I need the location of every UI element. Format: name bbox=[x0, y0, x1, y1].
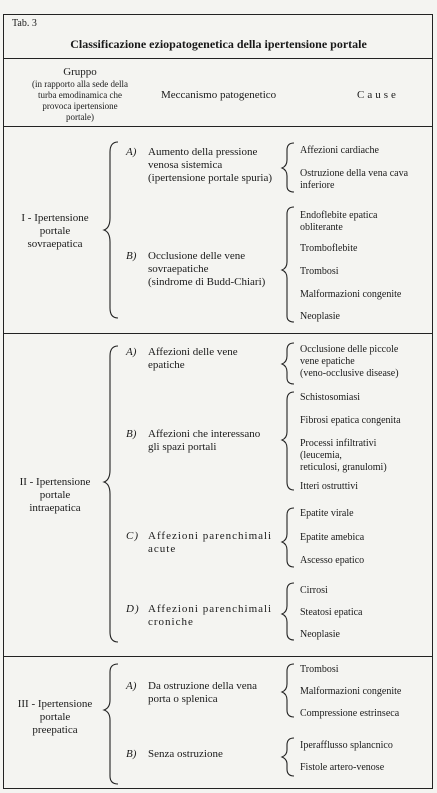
cause-item: Itteri ostruttivi bbox=[300, 481, 359, 492]
brace bbox=[104, 142, 118, 318]
cause-item: inferiore bbox=[300, 180, 335, 191]
cause-item: obliterante bbox=[300, 222, 343, 233]
group-label-line: II - Ipertensione bbox=[19, 476, 91, 488]
mechanism-letter: A) bbox=[126, 680, 137, 692]
cause-item: Cirrosi bbox=[300, 585, 328, 596]
mechanism-letter: A) bbox=[126, 146, 137, 158]
cause-item: Epatite amebica bbox=[300, 532, 365, 543]
header-meccanismo: Meccanismo patogenetico bbox=[161, 89, 277, 101]
header-gruppo-note-1: (in rapporto alla sede della bbox=[32, 79, 128, 89]
cause-item: Fibrosi epatica congenita bbox=[300, 415, 401, 426]
group-label-line: portale bbox=[39, 711, 71, 723]
cause-item: vene epatiche bbox=[300, 356, 355, 367]
mechanism-text: Senza ostruzione bbox=[148, 748, 223, 760]
header-cause: Cause bbox=[357, 89, 399, 101]
mechanism-text: (sindrome di Budd-Chiari) bbox=[148, 276, 266, 288]
brace bbox=[282, 207, 294, 322]
mechanism-text: sovraepatiche bbox=[148, 263, 209, 275]
cause-item: Affezioni cardiache bbox=[300, 145, 379, 156]
cause-item: (veno-occlusive disease) bbox=[300, 368, 399, 379]
mechanism-text: Affezioni parenchimali bbox=[148, 530, 273, 542]
mechanism-text: venosa sistemica bbox=[148, 159, 223, 171]
brace bbox=[282, 143, 294, 192]
mechanism-text: (ipertensione portale spuria) bbox=[148, 172, 273, 184]
cause-item: Occlusione delle piccole bbox=[300, 344, 399, 355]
brace bbox=[282, 343, 294, 384]
mechanism-letter: A) bbox=[126, 346, 137, 358]
cause-item: Endoflebite epatica bbox=[300, 210, 378, 221]
mechanism-letter: B) bbox=[126, 428, 137, 440]
mechanism-text: Affezioni parenchimali bbox=[148, 603, 273, 615]
mechanism-text: Affezioni che interessano bbox=[148, 428, 261, 440]
header-gruppo: Gruppo bbox=[63, 66, 97, 78]
mechanism-letter: D) bbox=[126, 603, 140, 615]
page-title: Classificazione eziopatogenetica della ipertensione portale bbox=[70, 37, 367, 51]
group-label-line: intraepatica bbox=[29, 502, 81, 514]
mechanism-text: epatiche bbox=[148, 359, 185, 371]
mechanism-text: Da ostruzione della vena bbox=[148, 680, 258, 692]
cause-item: Trombosi bbox=[300, 266, 339, 277]
group-label-line: I - Ipertensione bbox=[21, 212, 89, 224]
brace bbox=[282, 738, 294, 776]
cause-item: Schistosomiasi bbox=[300, 392, 361, 403]
cause-item: Fistole artero-venose bbox=[300, 762, 385, 773]
table-label: Tab. 3 bbox=[12, 18, 37, 29]
cause-item: (leucemia, bbox=[300, 450, 342, 461]
mechanism-text: acute bbox=[148, 543, 177, 555]
cause-item: reticulosi, granulomi) bbox=[300, 462, 387, 473]
brace bbox=[104, 664, 118, 784]
mechanism-text: Affezioni delle vene bbox=[148, 346, 238, 358]
cause-item: Ostruzione della vena cava bbox=[300, 168, 409, 179]
brace bbox=[282, 664, 294, 717]
group-label-line: portale bbox=[39, 225, 71, 237]
group-label-line: portale bbox=[39, 489, 71, 501]
cause-item: Tromboflebite bbox=[300, 243, 358, 254]
cause-item: Trombosi bbox=[300, 664, 339, 675]
mechanism-text: Occlusione delle vene bbox=[148, 250, 246, 262]
cause-item: Ascesso epatico bbox=[300, 555, 365, 566]
cause-item: Malformazioni congenite bbox=[300, 686, 402, 697]
mechanism-text: gli spazi portali bbox=[148, 441, 217, 453]
cause-item: Compressione estrinseca bbox=[300, 708, 400, 719]
mechanism-letter: B) bbox=[126, 748, 137, 760]
cause-item: Epatite virale bbox=[300, 508, 354, 519]
cause-item: Neoplasie bbox=[300, 311, 340, 322]
group-label-line: III - Ipertensione bbox=[17, 698, 93, 710]
brace bbox=[282, 392, 294, 490]
mechanism-text: porta o splenica bbox=[148, 693, 218, 705]
group-label-line: preepatica bbox=[32, 724, 78, 736]
header-gruppo-note-3: provoca ipertensione bbox=[42, 101, 118, 111]
cause-item: Malformazioni congenite bbox=[300, 289, 402, 300]
mechanism-letter: B) bbox=[126, 250, 137, 262]
brace bbox=[104, 346, 118, 642]
cause-item: Iperafflusso splancnico bbox=[300, 740, 393, 751]
header-gruppo-note-2: turba emodinamica che bbox=[38, 90, 122, 100]
mechanism-text: Aumento della pressione bbox=[148, 146, 258, 158]
header-gruppo-note-4: portale) bbox=[66, 112, 94, 122]
mechanism-text: croniche bbox=[148, 616, 194, 628]
cause-item: Processi infiltrativi bbox=[300, 438, 377, 449]
cause-item: Neoplasie bbox=[300, 629, 340, 640]
brace bbox=[282, 508, 294, 567]
brace bbox=[282, 583, 294, 640]
mechanism-letter: C) bbox=[126, 530, 139, 542]
cause-item: Steatosi epatica bbox=[300, 607, 363, 618]
group-label-line: sovraepatica bbox=[27, 238, 83, 250]
